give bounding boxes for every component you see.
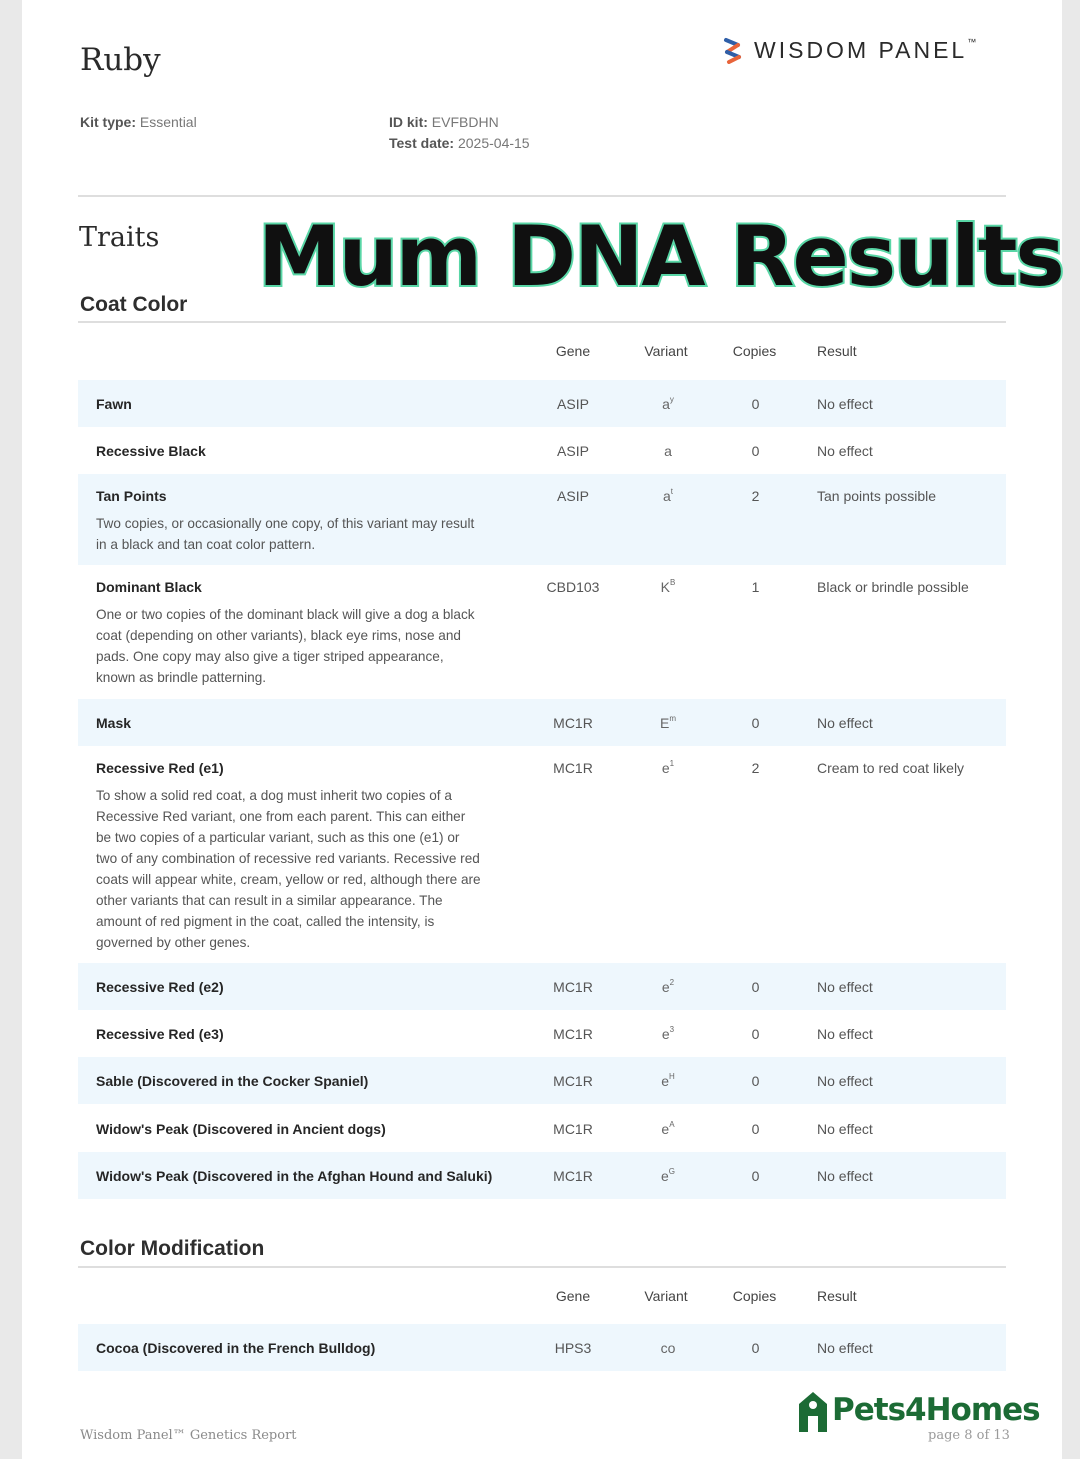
table-row xyxy=(78,565,1006,699)
trait-description: To show a solid red coat, a dog must inherit two copies of a Recessive Red variant, one from each parent. This can either be two copies of a particular variant, such as this one (e1) or two of any combination of recessive red variants. Recessive red coats will appear white, cream, yellow or red, although there are other variants that can result in a similar appearance. The amount of red pigment in the coat, called the intensity, is governed by other genes. xyxy=(96,788,481,950)
pets4homes-watermark xyxy=(796,1388,1040,1432)
result-cell: No effect xyxy=(817,979,873,995)
trait-name: Sable (Discovered in the Cocker Spaniel) xyxy=(96,1073,369,1089)
copies-cell: 1 xyxy=(751,579,760,595)
gene-cell: MC1R xyxy=(553,1121,593,1137)
result-cell: No effect xyxy=(817,443,873,459)
table-row xyxy=(78,1057,1006,1104)
trait-name: Widow's Peak (Discovered in the Afghan Hound and Saluki) xyxy=(96,1168,493,1184)
id-kit: ID kit: EVFBDHN xyxy=(389,114,499,130)
footer-report-title: Wisdom Panel™ Genetics Report xyxy=(80,1428,297,1443)
trait-description: One or two copies of the dominant black will give a dog a black coat (depending on other variants), black eye rims, nose and pads. One copy may also give a tiger striped appearance, known as brindle patterning. xyxy=(96,607,475,685)
gene-cell: MC1R xyxy=(553,979,593,995)
copies-cell: 0 xyxy=(751,1121,760,1137)
gene-cell: MC1R xyxy=(553,715,593,731)
result-column-header: Result xyxy=(817,343,857,359)
footer-page-number: page 8 of 13 xyxy=(928,1428,1010,1443)
result-cell: No effect xyxy=(817,396,873,412)
variant-cell: $a^y$ xyxy=(662,395,674,412)
trait-name: Recessive Black xyxy=(96,443,206,459)
dog-name: Ruby xyxy=(80,42,161,78)
header-divider xyxy=(78,195,1006,197)
copies-column-header: Copies xyxy=(732,1288,777,1304)
result-cell: No effect xyxy=(817,1168,873,1184)
variant-cell: $a^t$ xyxy=(662,487,674,504)
table-row xyxy=(78,963,1006,1010)
copies-cell: 2 xyxy=(751,488,760,504)
color-modification-title: Color Modification xyxy=(80,1237,265,1260)
color-modification-divider xyxy=(78,1266,1006,1268)
variant-column-header: Variant xyxy=(644,1288,688,1304)
result-column-header: Result xyxy=(817,1288,857,1304)
result-cell: Tan points possible xyxy=(817,488,937,504)
gene-cell: ASIP xyxy=(557,443,589,459)
variant-column-header: Variant xyxy=(644,343,688,359)
copies-cell: 0 xyxy=(751,715,760,731)
result-cell: No effect xyxy=(817,1121,873,1137)
gene-cell: HPS3 xyxy=(554,1340,592,1356)
trait-name: Recessive Red (e1) xyxy=(96,760,224,776)
copies-column-header: Copies xyxy=(732,343,777,359)
result-cell: No effect xyxy=(817,1026,873,1042)
table-row xyxy=(78,1010,1006,1057)
copies-cell: 0 xyxy=(751,443,760,459)
overlay-title: Mum DNA Results xyxy=(258,208,1063,305)
variant-cell: $e^H$ xyxy=(661,1072,675,1089)
gene-cell: MC1R xyxy=(553,1168,593,1184)
copies-cell: 0 xyxy=(751,1026,760,1042)
trait-name: Tan Points xyxy=(96,488,167,504)
gene-column-header: Gene xyxy=(555,343,591,359)
trait-name: Dominant Black xyxy=(96,579,202,595)
copies-cell: 0 xyxy=(751,1168,760,1184)
table-row xyxy=(78,699,1006,746)
test-date: Test date: 2025-04-15 xyxy=(389,135,530,151)
result-cell: Cream to red coat likely xyxy=(817,760,965,776)
kit-info xyxy=(389,112,530,154)
table-row xyxy=(78,746,1006,963)
trait-description: Two copies, or occasionally one copy, of this variant may result in a black and tan coat color pattern. xyxy=(96,516,475,552)
wisdom-panel-logo xyxy=(722,36,976,64)
gene-cell: MC1R xyxy=(553,760,593,776)
variant-cell: $e^1$ xyxy=(661,759,675,776)
coat-color-divider xyxy=(78,321,1006,323)
gene-cell: MC1R xyxy=(553,1026,593,1042)
wisdom-panel-mark-icon xyxy=(722,36,744,64)
traits-heading: Traits xyxy=(79,222,160,253)
copies-cell: 0 xyxy=(751,1340,760,1356)
result-cell: No effect xyxy=(817,1340,873,1356)
pets4homes-wordmark: Pets4Homes xyxy=(832,1392,1040,1428)
kit-type: Kit type: Essential xyxy=(80,114,197,130)
variant-cell: $e^G$ xyxy=(660,1167,676,1184)
gene-cell: ASIP xyxy=(557,488,589,504)
copies-cell: 0 xyxy=(751,1073,760,1089)
variant-cell: $K^B$ xyxy=(660,578,676,595)
trait-name: Fawn xyxy=(96,396,132,412)
gene-cell: CBD103 xyxy=(546,579,600,595)
table-row xyxy=(78,1104,1006,1152)
trait-name: Recessive Red (e3) xyxy=(96,1026,224,1042)
variant-cell: $E^m$ xyxy=(659,714,676,731)
variant-cell: co xyxy=(660,1340,676,1356)
table-row xyxy=(78,1324,1006,1371)
coat-color-title: Coat Color xyxy=(80,293,188,316)
brand-name: WISDOM PANEL™ xyxy=(754,36,977,63)
table-row xyxy=(78,1152,1006,1199)
result-cell: No effect xyxy=(817,1073,873,1089)
result-cell: Black or brindle possible xyxy=(817,579,969,595)
variant-cell: $e^3$ xyxy=(661,1025,675,1042)
table-row xyxy=(78,427,1006,474)
trait-name: Cocoa (Discovered in the French Bulldog) xyxy=(96,1340,376,1356)
trait-name: Mask xyxy=(96,715,132,731)
copies-cell: 0 xyxy=(751,396,760,412)
table-row xyxy=(78,380,1006,427)
gene-column-header: Gene xyxy=(555,1288,591,1304)
pets4homes-house-icon xyxy=(796,1388,830,1432)
gene-cell: MC1R xyxy=(553,1073,593,1089)
gene-cell: ASIP xyxy=(557,396,589,412)
trait-name: Recessive Red (e2) xyxy=(96,979,224,995)
copies-cell: 2 xyxy=(751,760,760,776)
trait-name: Widow's Peak (Discovered in Ancient dogs) xyxy=(96,1121,386,1137)
report-page xyxy=(22,0,1062,1459)
variant-cell: $e^A$ xyxy=(661,1120,675,1137)
copies-cell: 0 xyxy=(751,979,760,995)
variant-cell: a xyxy=(664,443,672,459)
result-cell: No effect xyxy=(817,715,873,731)
table-row xyxy=(78,474,1006,565)
variant-cell: $e^2$ xyxy=(661,978,675,995)
